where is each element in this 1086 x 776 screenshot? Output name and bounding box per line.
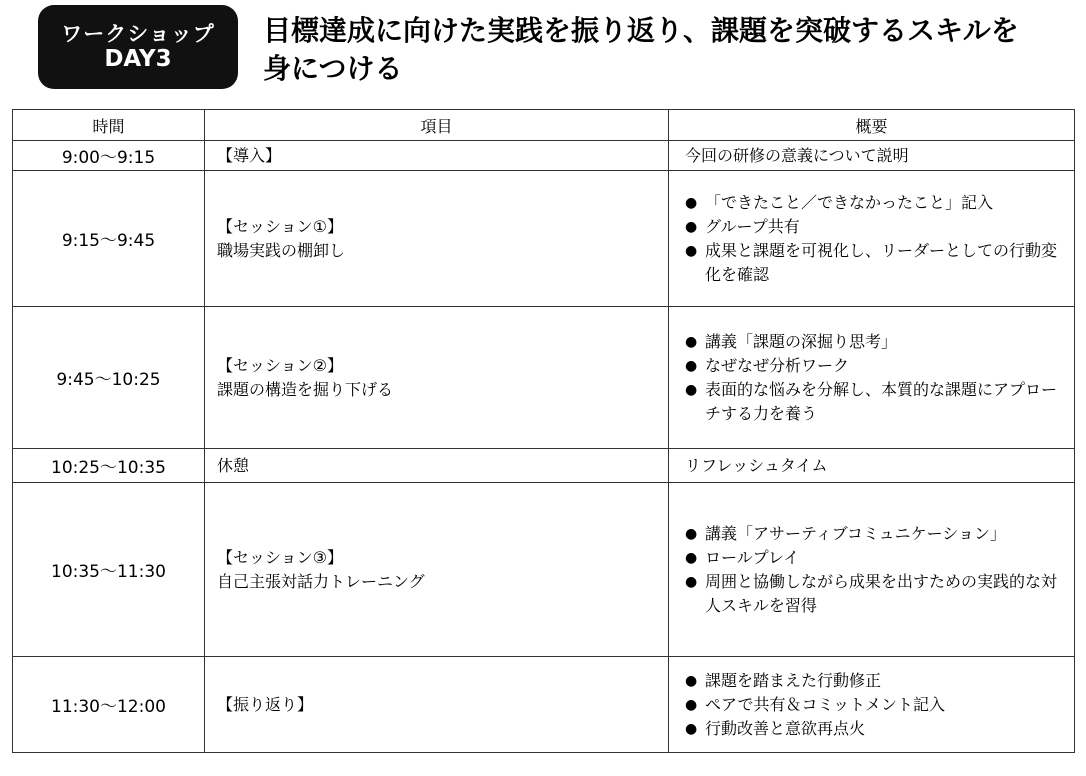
bullet-item: ● 「できたこと／できなかったこと」記入 [685, 191, 1064, 215]
item-line: 課題の構造を掘り下げる [217, 379, 394, 399]
agenda-table [12, 109, 1075, 753]
row-item [205, 449, 669, 483]
summary-bullets [685, 669, 1064, 741]
row-item [205, 307, 669, 449]
row-item [205, 657, 669, 753]
header-time: 時間 [13, 110, 205, 141]
bullet-item: ● なぜなぜ分析ワーク [685, 354, 1064, 378]
header-item: 項目 [205, 110, 669, 141]
row-time: 10:35〜11:30 [13, 483, 205, 657]
item-line: 休憩 [217, 455, 250, 475]
row-item [205, 171, 669, 307]
title-line-2: 身につける [263, 52, 403, 85]
summary-bullets [685, 191, 1064, 287]
bullet-item: ● 周囲と協働しながら成果を出すための実践的な対人スキルを習得 [685, 570, 1064, 618]
item-line: 【セッション①】 [217, 216, 344, 236]
row-time: 9:15〜9:45 [13, 171, 205, 307]
summary-bullets [685, 522, 1064, 618]
row-summary [669, 657, 1075, 753]
bullet-item: ● ロールプレイ [685, 546, 1064, 570]
badge-day: DAY3 [104, 45, 172, 72]
table-row [13, 657, 1075, 753]
bullet-item: ● 行動改善と意欲再点火 [685, 717, 1064, 741]
row-time: 11:30〜12:00 [13, 657, 205, 753]
badge-label: ワークショップ [61, 21, 215, 46]
workshop-day-badge [38, 5, 238, 89]
table-row [13, 171, 1075, 307]
bullet-item: ● 講義「課題の深掘り思考」 [685, 330, 1064, 354]
row-summary [669, 307, 1075, 449]
header-summary: 概要 [669, 110, 1075, 141]
row-time: 9:00〜9:15 [13, 141, 205, 171]
item-line: 職場実践の棚卸し [217, 240, 346, 260]
row-summary [669, 171, 1075, 307]
item-line: 【セッション②】 [217, 355, 344, 375]
bullet-item: ● ペアで共有＆コミットメント記入 [685, 693, 1064, 717]
row-time: 10:25〜10:35 [13, 449, 205, 483]
table-row [13, 483, 1075, 657]
table-row [13, 141, 1075, 171]
bullet-item: ● 講義「アサーティブコミュニケーション」 [685, 522, 1064, 546]
bullet-item: ● 成果と課題を可視化し、リーダーとしての行動変化を確認 [685, 239, 1064, 287]
table-row [13, 449, 1075, 483]
item-line: 【導入】 [217, 145, 282, 165]
item-line: 【セッション③】 [217, 547, 344, 567]
row-summary [669, 483, 1075, 657]
bullet-item: ● 課題を踏まえた行動修正 [685, 669, 1064, 693]
bullet-item: ● グループ共有 [685, 215, 1064, 239]
row-time: 9:45〜10:25 [13, 307, 205, 449]
row-item [205, 141, 669, 171]
row-item [205, 483, 669, 657]
summary-bullets [685, 330, 1064, 426]
page-title [263, 12, 1063, 88]
row-summary: 今回の研修の意義について説明 [669, 141, 1075, 171]
bullet-item: ● 表面的な悩みを分解し、本質的な課題にアプローチする力を養う [685, 378, 1064, 426]
title-line-1: 目標達成に向けた実践を振り返り、課題を突破するスキルを [263, 14, 1019, 47]
row-summary: リフレッシュタイム [669, 449, 1075, 483]
table-header-row [13, 110, 1075, 141]
table-row [13, 307, 1075, 449]
item-line: 【振り返り】 [217, 694, 314, 714]
item-line: 自己主張対話力トレーニング [217, 571, 425, 591]
